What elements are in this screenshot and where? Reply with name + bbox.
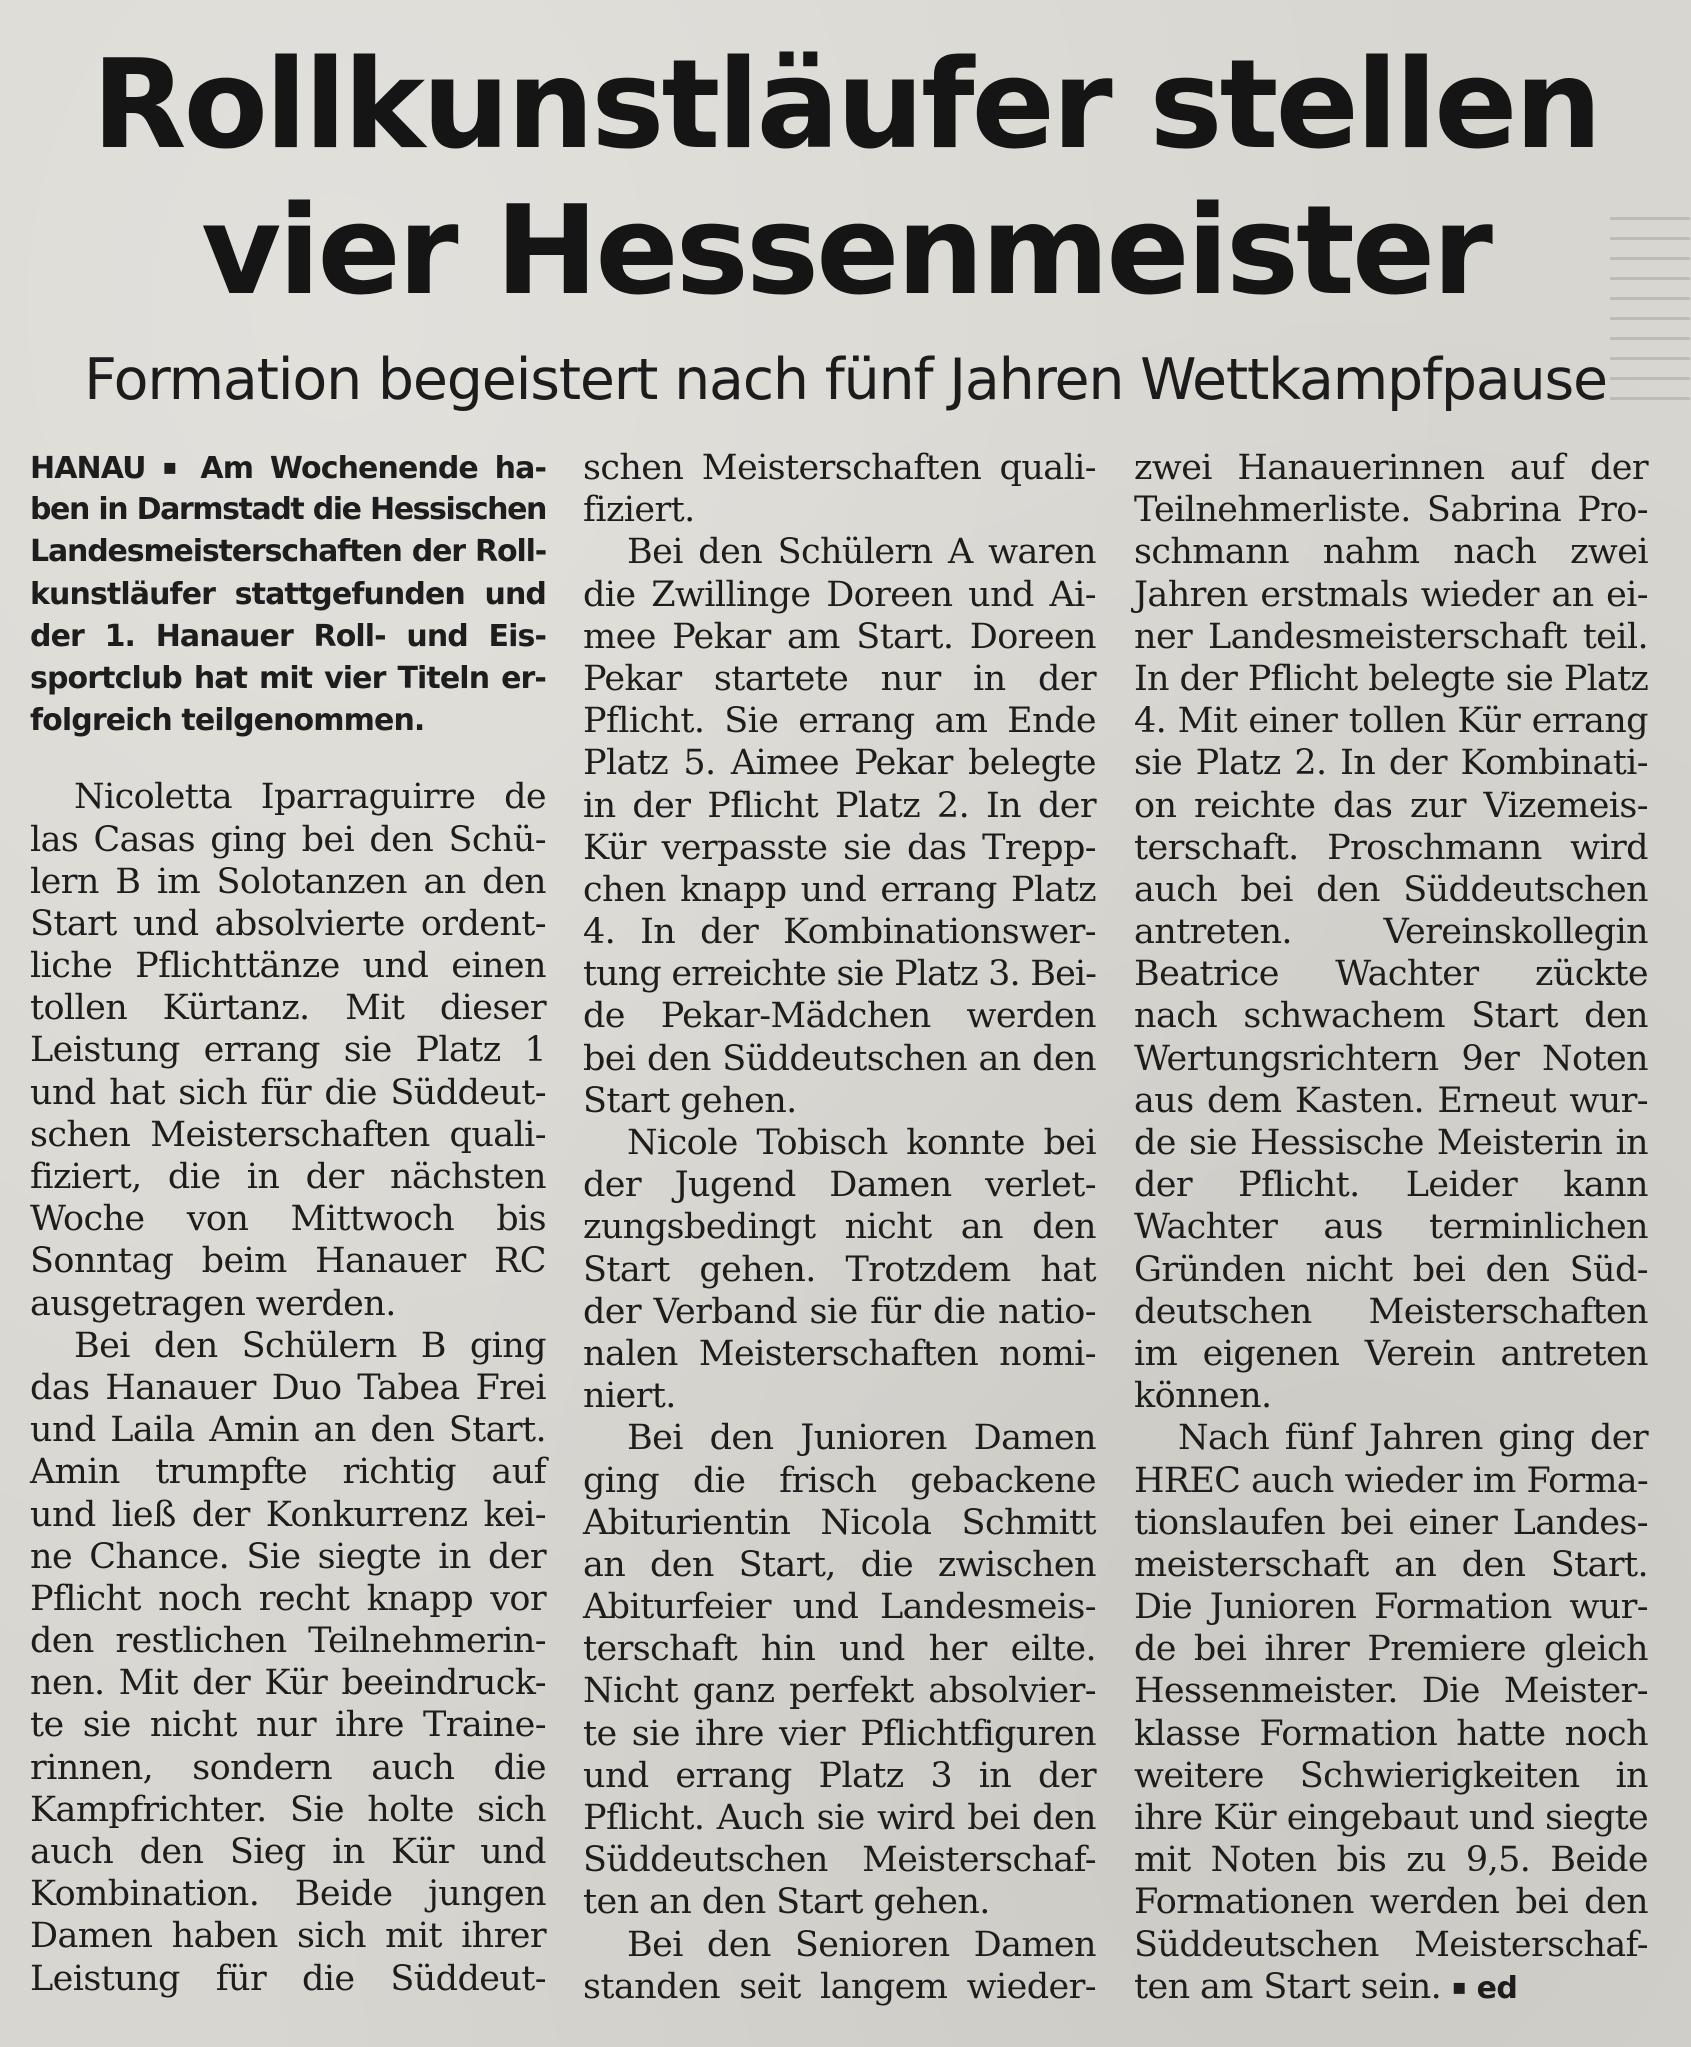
- body-line: zwei Hanauerinnen auf der: [1134, 448, 1648, 488]
- body-line: Jahren erstmals wieder an ei-: [1134, 574, 1648, 615]
- body-line: in der Pflicht Platz 2. In der: [583, 785, 1096, 826]
- body-line: sie Platz 2. In der Kombinati-: [1134, 743, 1648, 784]
- body-line: klasse Formation hatte noch: [1134, 1713, 1648, 1754]
- author-signoff: ed: [1476, 1970, 1518, 2006]
- lead-line: der 1. Hanauer Roll- und Eis-: [30, 618, 546, 654]
- body-line: ne Chance. Sie siegte in der: [30, 1536, 546, 1577]
- subheadline: Formation begeistert nach fünf Jahren Wettkampfpause: [84, 347, 1607, 413]
- signoff-separator: ▪: [1451, 1974, 1467, 2000]
- body-line: Nach fünf Jahren ging der: [1178, 1418, 1648, 1459]
- body-line: ten an den Start gehen.: [583, 1882, 990, 1923]
- body-line: Pflicht. Auch sie wird bei den: [583, 1798, 1096, 1838]
- lead-line: HANAU ▪ Am Wochenende ha-: [30, 451, 546, 486]
- body-line: Die Junioren Formation wur-: [1134, 1587, 1648, 1628]
- body-line: Nicole Tobisch konnte bei: [627, 1123, 1096, 1163]
- body-line: deutschen Meisterschaften: [1134, 1291, 1648, 1332]
- headline-line-2: vier Hessenmeister: [201, 180, 1490, 323]
- body-line: den restlichen Teilnehmerin-: [30, 1621, 546, 1662]
- body-line: nalen Meisterschaften nomi-: [583, 1333, 1096, 1374]
- body-line: mit Noten bis zu 9,5. Beide: [1134, 1840, 1648, 1881]
- body-line: Kür verpasste sie das Trepp-: [583, 827, 1096, 868]
- body-line: und ließ der Konkurrenz kei-: [30, 1494, 546, 1535]
- body-line: mee Pekar am Start. Doreen: [583, 616, 1096, 657]
- body-line: Hessenmeister. Die Meister-: [1134, 1671, 1648, 1712]
- body-line: tollen Kürtanz. Mit dieser: [30, 988, 546, 1029]
- body-line: ner Landesmeisterschaft teil.: [1134, 616, 1648, 657]
- body-line: ihre Kür eingebaut und siegte: [1134, 1798, 1648, 1838]
- body-line: Kombination. Beide jungen: [30, 1874, 546, 1915]
- body-line: Pflicht. Sie errang am Ende: [583, 701, 1096, 742]
- paragraph-gap: [30, 742, 546, 776]
- body-line: Pekar startete nur in der: [583, 658, 1096, 699]
- body-line: Wachter aus terminlichen: [1134, 1207, 1648, 1248]
- body-line: tung erreichte sie Platz 3. Bei-: [583, 954, 1096, 995]
- body-line: Formationen werden bei den: [1134, 1882, 1648, 1923]
- dateline: HANAU: [30, 451, 146, 486]
- body-line-signoff: ten am Start sein. ▪ ed: [1134, 1966, 1518, 2007]
- body-line: 4. Mit einer tollen Kür errang: [1134, 701, 1648, 742]
- body-line: auch den Sieg in Kür und: [30, 1832, 546, 1872]
- body-line: terschaft hin und her eilte.: [583, 1629, 1096, 1670]
- body-line: Pflicht noch recht knapp vor: [30, 1578, 546, 1619]
- body-line: und errang Platz 3 in der: [583, 1755, 1096, 1796]
- body-line: Teilnehmerliste. Sabrina Pro-: [1134, 490, 1648, 531]
- body-line: Abiturfeier und Landesmeis-: [583, 1587, 1096, 1628]
- body-line: Beatrice Wachter zückte: [1134, 954, 1648, 995]
- body-line: ausgetragen werden.: [30, 1283, 396, 1324]
- body-line: te sie nicht nur ihre Traine-: [30, 1705, 546, 1746]
- body-line: meisterschaft an den Start.: [1134, 1544, 1648, 1585]
- body-line: Start gehen.: [583, 1080, 797, 1121]
- body-line: rinnen, sondern auch die: [30, 1747, 546, 1788]
- body-line: und hat sich für die Süddeut-: [30, 1072, 546, 1113]
- body-line: de bei ihrer Premiere gleich: [1134, 1629, 1648, 1670]
- body-line: chen knapp und errang Platz: [583, 869, 1096, 910]
- body-line: Leistung für die Süddeut-: [30, 1958, 546, 1999]
- body-line: schmann nahm nach zwei: [1134, 532, 1648, 573]
- body-line: der Jugend Damen verlet-: [583, 1165, 1096, 1206]
- body-line: de sie Hessische Meisterin in: [1134, 1123, 1648, 1163]
- dateline-separator: ▪: [162, 455, 184, 480]
- headline-line-1: Rollkunstläufer stellen: [91, 34, 1600, 177]
- body-line: Sonntag beim Hanauer RC: [30, 1241, 546, 1282]
- body-line: nen. Mit der Kür beeindruck-: [30, 1663, 546, 1704]
- body-line: standen seit langem wieder-: [583, 1966, 1096, 2007]
- body-line: schen Meisterschaften quali-: [583, 448, 1096, 488]
- body-line: Damen haben sich mit ihrer: [30, 1916, 546, 1957]
- body-line: Amin trumpfte richtig auf: [30, 1452, 546, 1493]
- body-line: In der Pflicht belegte sie Platz: [1134, 658, 1648, 699]
- body-line: terschaft. Proschmann wird: [1134, 827, 1648, 868]
- body-line: Platz 5. Aimee Pekar belegte: [583, 743, 1096, 784]
- body-line: Süddeutschen Meisterschaf-: [583, 1840, 1096, 1881]
- body-line: liche Pflichttänze und einen: [30, 946, 546, 987]
- body-line: Süddeutschen Meisterschaf-: [1134, 1924, 1648, 1965]
- body-line: antreten. Vereinskollegin: [1134, 912, 1648, 953]
- body-line: aus dem Kasten. Erneut wur-: [1134, 1080, 1648, 1121]
- body-line: weitere Schwierigkeiten in: [1134, 1755, 1648, 1796]
- body-line: Bei den Senioren Damen: [627, 1924, 1096, 1965]
- body-line: Abiturientin Nicola Schmitt: [583, 1502, 1096, 1543]
- body-line: las Casas ging bei den Schü-: [30, 819, 546, 860]
- body-line: fiziert, die in der nächsten: [30, 1157, 546, 1197]
- body-line: Nicht ganz perfekt absolvier-: [583, 1671, 1096, 1712]
- body-line: nach schwachem Start den: [1134, 996, 1648, 1037]
- body-line: HREC auch wieder im Forma-: [1134, 1460, 1648, 1501]
- body-line: Gründen nicht bei den Süd-: [1134, 1249, 1648, 1290]
- lead-line: ben in Darmstadt die Hessischen: [30, 492, 546, 528]
- body-line: de Pekar-Mädchen werden: [583, 996, 1096, 1037]
- body-line: te sie ihre vier Pflichtfiguren: [583, 1713, 1096, 1754]
- body-line: der Pflicht. Leider kann: [1134, 1165, 1648, 1206]
- body-line: schen Meisterschaften quali-: [30, 1114, 546, 1155]
- body-line: 4. In der Kombinationswer-: [583, 912, 1096, 953]
- body-line: und Laila Amin an den Start.: [30, 1410, 546, 1451]
- body-line: Bei den Junioren Damen: [627, 1418, 1096, 1459]
- body-line: tionslaufen bei einer Landes-: [1134, 1502, 1648, 1543]
- body-line: die Zwillinge Doreen und Ai-: [583, 574, 1096, 615]
- lead-line: kunstläufer stattgefunden und: [30, 576, 546, 612]
- body-line: auch bei den Süddeutschen: [1134, 869, 1648, 910]
- body-line: lern B im Solotanzen an den: [30, 861, 546, 902]
- body-line: zungsbedingt nicht an den: [583, 1207, 1096, 1248]
- bleed-through-shadow: [1610, 200, 1690, 400]
- body-line: Leistung errang sie Platz 1: [30, 1030, 546, 1071]
- body-line: Start und absolvierte ordent-: [30, 903, 546, 944]
- body-line: im eigenen Verein antreten: [1134, 1333, 1648, 1374]
- article-column-3: [1134, 447, 1648, 2008]
- body-line: Bei den Schülern A waren: [627, 532, 1096, 573]
- body-line: ging die frisch gebackene: [583, 1460, 1096, 1501]
- body-line: bei den Süddeutschen an den: [583, 1038, 1096, 1079]
- body-line: Nicoletta Iparraguirre de: [74, 777, 546, 818]
- article-column-2: [583, 447, 1096, 2008]
- lead-line: folgreich teilgenommen.: [30, 703, 425, 739]
- lead-line: sportclub hat mit vier Titeln er-: [30, 660, 546, 696]
- body-line: der Verband sie für die natio-: [583, 1291, 1096, 1332]
- body-line: das Hanauer Duo Tabea Frei: [30, 1367, 546, 1408]
- body-line: Bei den Schülern B ging: [74, 1325, 546, 1366]
- body-line: on reichte das zur Vizemeis-: [1134, 785, 1648, 826]
- body-line: Wertungsrichtern 9er Noten: [1134, 1038, 1648, 1079]
- body-line: Woche von Mittwoch bis: [30, 1199, 546, 1240]
- body-line: können.: [1134, 1376, 1272, 1417]
- body-line: Start gehen. Trotzdem hat: [583, 1249, 1096, 1290]
- lead-line: Landesmeisterschaften der Roll-: [30, 534, 546, 570]
- body-text: [30, 776, 546, 1999]
- body-line: fiziert.: [583, 490, 695, 531]
- body-line: niert.: [583, 1376, 676, 1417]
- article-column-1: [30, 447, 546, 2000]
- lead-paragraph: [30, 447, 546, 742]
- body-line: an den Start, die zwischen: [583, 1544, 1096, 1585]
- body-line: Kampfrichter. Sie holte sich: [30, 1789, 546, 1830]
